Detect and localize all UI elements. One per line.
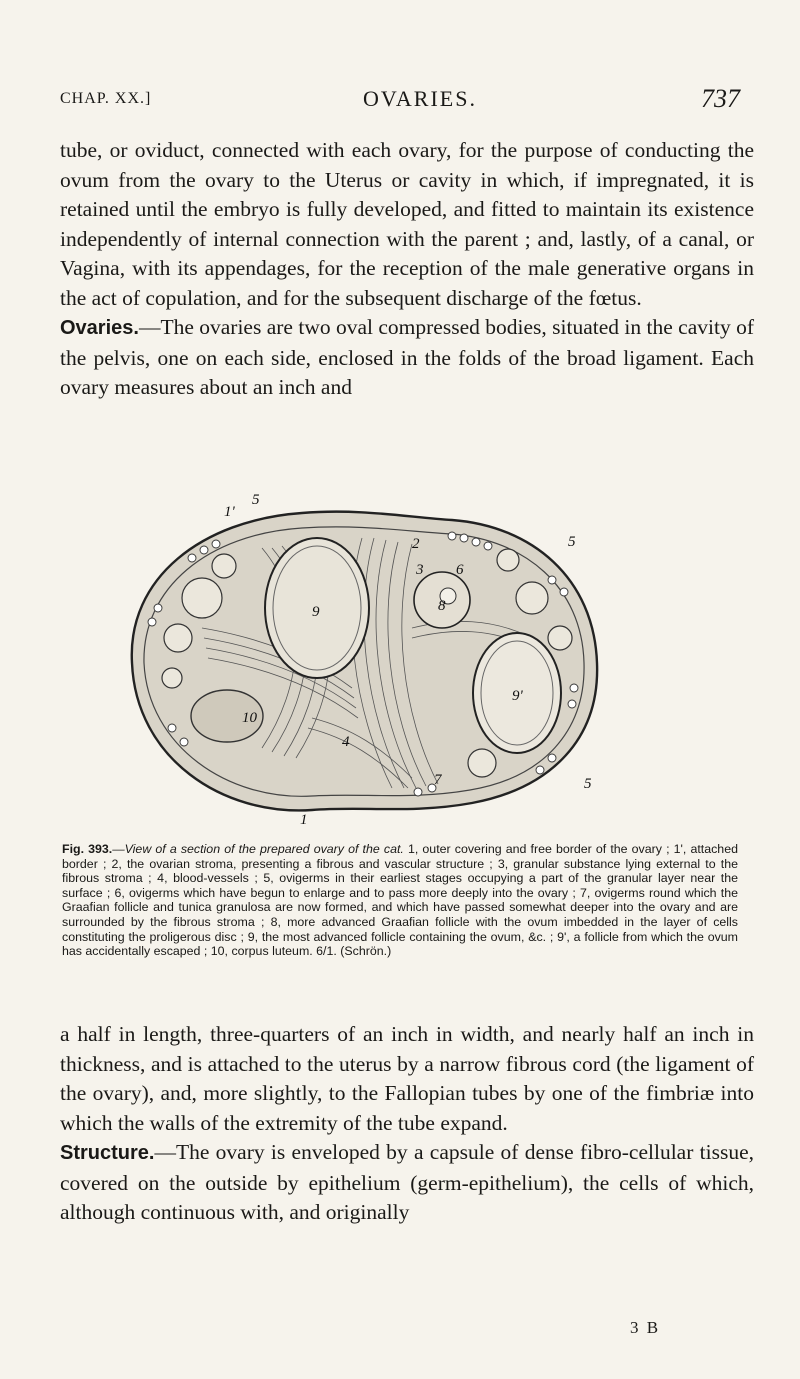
running-head <box>60 82 740 114</box>
structure-heading: Structure. <box>60 1142 155 1164</box>
structure-paragraph <box>60 1138 754 1228</box>
signature-mark: 3 B <box>630 1318 661 1337</box>
figure-number: Fig. 393. <box>62 842 113 856</box>
label-10: 10 <box>242 710 257 726</box>
label-5-right: 5 <box>568 534 576 550</box>
structure-text: —The ovary is enveloped by a capsule of dense fibro-cellular tissue, covered on the outside by epithelium (germ-epithelium), the cells of which, although continuous with, and originally <box>60 1140 754 1224</box>
label-9: 9 <box>312 604 320 620</box>
label-5-top: 5 <box>252 492 260 508</box>
label-1-prime: 1' <box>224 504 235 520</box>
label-1: 1 <box>300 812 308 828</box>
label-4: 4 <box>342 734 350 750</box>
label-9-prime: 9' <box>512 688 523 704</box>
label-7: 7 <box>434 772 442 788</box>
paragraph-2: a half in length, three-quarters of an inch in width, and nearly half an inch in thickness, and is attached to the uterus by a narrow fibrous cord (the ligament of the ovary), and, more slightly, to the Fallopian tubes by one of the fimbriæ into which the walls of the extremity of the tube expand. <box>60 1022 754 1135</box>
label-3: 3 <box>416 562 424 578</box>
page-title: OVARIES. <box>362 86 477 111</box>
label-8: 8 <box>438 598 446 614</box>
ovaries-paragraph <box>60 313 754 403</box>
paragraph-1: tube, or oviduct, connected with each ovary, for the purpose of conducting the ovum from the ovary to the Uterus or cavity in which, if impregnated, it is retained until the embryo is fully developed, and fitted to maintain its existence independently of internal connection with the parent ; and, lastly, of a canal, or Vagina, with its appendages, for the reception of the male generative organs in the act of copulation, and for the subsequent discharge of the fœtus. <box>60 138 754 310</box>
chapter-label: CHAP. XX.] <box>60 90 152 107</box>
ovaries-heading: Ovaries. <box>60 317 139 339</box>
ovary-section-illustration <box>112 488 612 828</box>
label-6: 6 <box>456 562 464 578</box>
figure-caption <box>62 842 738 959</box>
figure-legend: 1, outer covering and free border of the ovary ; 1', attached border ; 2, the ovarian stroma, presenting a fibrous and vascular structure ; 3, granular substance lying external to the fibrous stroma ; 4, blood-vessels ; 5, ovigerms in their earliest stages occupying a part of the granular layer near the surface ; 6, ovigerms which have begun to enlarge and to pass more deeply into the ovary ; 7, ovigerms round which the Graafian follicle and tunica granulosa are now formed, and which have passed somewhat deeper into the ovary and are surrounded by the fibrous stroma ; 8, more advanced Graafian follicle with the ovum imbedded in the layer of cells constituting the proligerous disc ; 9, the most advanced follicle containing the ovum, &c. ; 9', a follicle from which the ovum has accidentally escaped ; 10, corpus luteum. 6/1. (Schrön.) <box>62 842 738 959</box>
label-2: 2 <box>412 536 420 552</box>
continuation-block <box>60 1020 754 1228</box>
figure-title: —View of a section of the prepared ovary of the cat. <box>112 842 404 856</box>
opening-paragraph-block <box>60 136 754 403</box>
label-5-bottom: 5 <box>584 776 592 792</box>
ovaries-text: —The ovaries are two oval compressed bodies, situated in the cavity of the pelvis, one on each side, enclosed in the folds of the broad ligament. Each ovary measures about an inch and <box>60 315 754 399</box>
page-number: 737 <box>701 84 740 113</box>
